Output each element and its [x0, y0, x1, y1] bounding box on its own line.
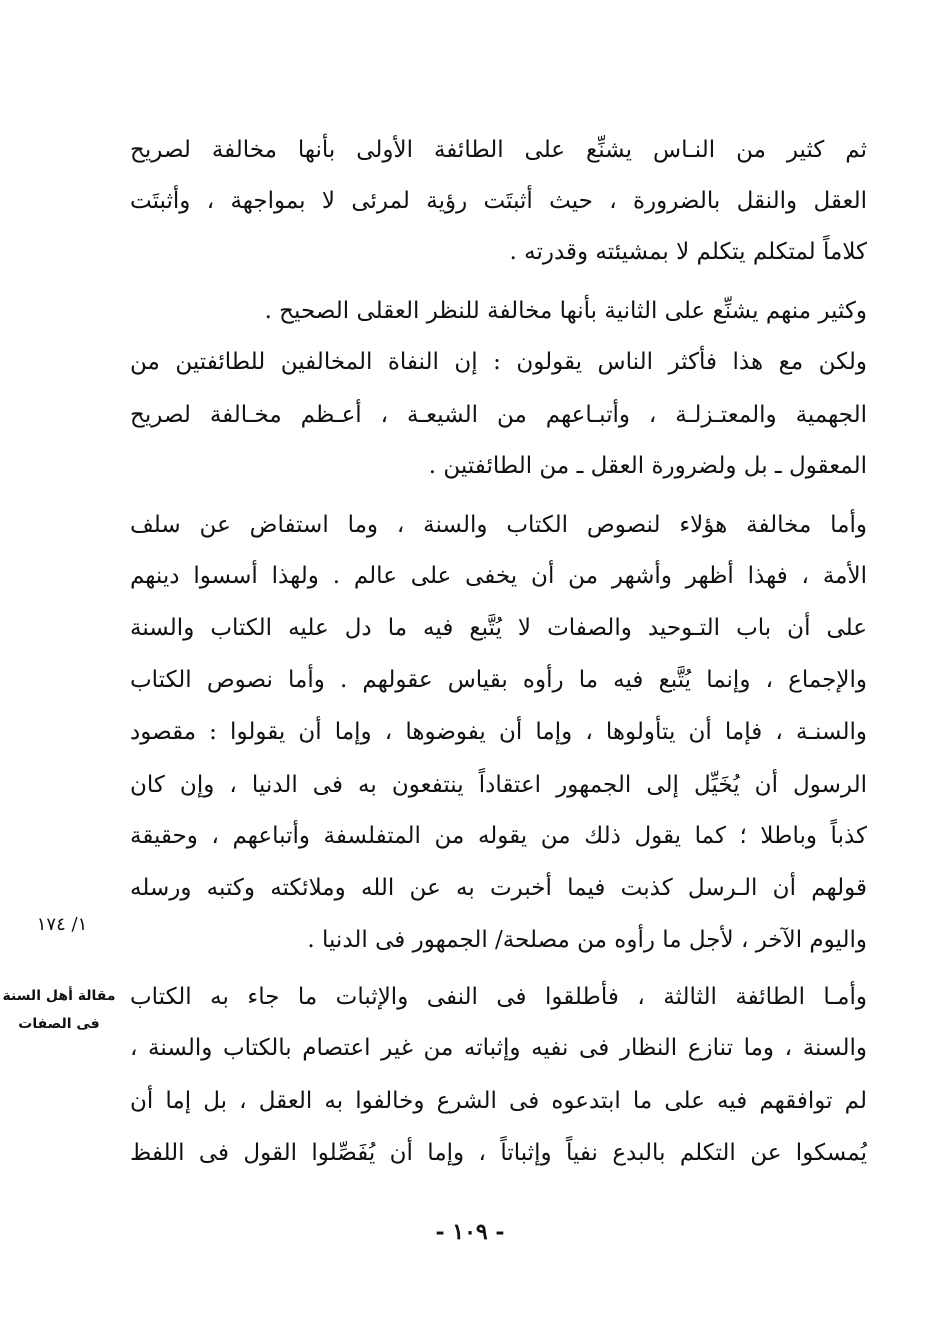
text-line: ولكن مع هذا فأكثر الناس يقولون : إن النفاة المخالفين للطائفتين من — [130, 349, 867, 375]
text-line: والسنـة ، فإما أن يتأولوها ، وإما أن يفوضوها ، وإما أن يقولوا : مقصود — [130, 719, 867, 745]
text-line: قولهم أن الـرسل كذبت فيما أخبرت به عن الله وملائكته وكتبه ورسله — [130, 875, 867, 901]
text-line: ثم كثير من النـاس يشنِّع على الطائفة الأولى بأنها مخالفة لصريح — [130, 137, 867, 163]
text-line: المعقول ـ بل ولضرورة العقل ـ من الطائفتين . — [428, 453, 867, 479]
text-line: العقل والنقل بالضرورة ، حيث أثبتَت رؤية لمرئى لا بمواجهة ، وأثبتَت — [130, 188, 867, 214]
text-line: واليوم الآخر ، لأجل ما رأوه من مصلحة/ الجمهور فى الدنيا . — [307, 927, 867, 953]
text-line: وأما مخالفة هؤلاء لنصوص الكتاب والسنة ، وما استفاض عن سلف — [130, 512, 867, 538]
page-number: - ١٠٩ - — [435, 1219, 505, 1245]
text-line: على أن باب التـوحيد والصفات لا يُتَّبع فيه ما دل عليه الكتاب والسنة — [130, 615, 867, 641]
text-line: والإجماع ، وإنما يُتَّبع فيه ما رأوه بقياس عقولهم . وأما نصوص الكتاب — [130, 667, 867, 693]
text-line: يُمسكوا عن التكلم بالبدع نفياً وإثباتاً ، وإما أن يُفَصِّلوا القول فى اللفظ — [130, 1140, 867, 1166]
text-line: وكثير منهم يشنِّع على الثانية بأنها مخالفة للنظر العقلى الصحيح . — [264, 298, 867, 324]
margin-page-reference: ١/ ١٧٤ — [36, 914, 88, 935]
text-line: الرسول أن يُخَيِّل إلى الجمهور اعتقاداً ينتفعون به فى الدنيا ، وإن كان — [130, 772, 867, 798]
text-line: الأمة ، فهذا أظهر وأشهر من أن يخفى على عالم . ولهذا أسسوا دينهم — [130, 563, 867, 589]
text-line: كذباً وباطلا ؛ كما يقول ذلك من يقوله من المتفلسفة وأتباعهم ، وحقيقة — [130, 823, 867, 849]
text-line: الجهمية والمعتـزلـة ، وأتبـاعهم من الشيعـة ، أعـظم مخـالفة لصريح — [130, 402, 867, 428]
margin-note-line: فى الصفات — [18, 1016, 100, 1032]
text-line: لم توافقهم فيه على ما ابتدعوه فى الشرع وخالفوا به العقل ، بل إما أن — [130, 1088, 867, 1114]
margin-note-line: مقالة أهل السنة — [2, 988, 116, 1004]
text-line: وأمـا الطائفة الثالثة ، فأطلقوا فى النفى والإثبات ما جاء به الكتاب — [130, 984, 867, 1010]
margin-note — [0, 982, 118, 1038]
text-line: والسنة ، وما تنازع النظار فى نفيه وإثباته من غير اعتصام بالكتاب والسنة ، — [130, 1035, 867, 1061]
text-line: كلاماً لمتكلم يتكلم لا بمشيئته وقدرته . — [509, 239, 867, 265]
